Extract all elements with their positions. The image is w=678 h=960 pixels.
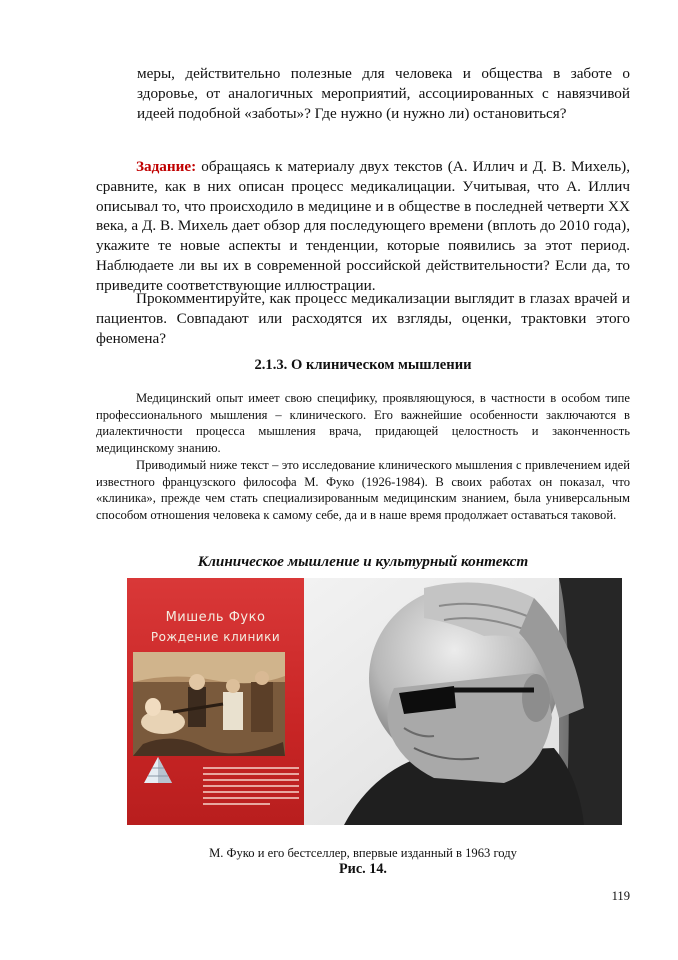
intro-text-2: Приводимый ниже текст – это исследование клинического мышления с привлечением идей известного французского философа М. Фуко (1926-1984). В своих работах он показал, что «клиника», прежде чем стать специализированным медицинским знанием, была универсальным способом отношения человека к самому себе, да и в наше время продолжает оставаться таковой. — [96, 458, 630, 522]
page-number: 119 — [611, 889, 630, 903]
pyramid-icon — [143, 756, 173, 784]
figure-foucault — [127, 578, 622, 825]
task-text: обращаясь к материалу двух текстов (А. Иллич и Д. В. Михель), сравните, как в них описан процесс медикалицации. Учитывая, что А. Иллич описывал то, что происходило в медицине и в обществе в последней четверти XX века, а Д. В. Михель дает обзор для последующего времени (вплоть до 2010 года), укажите те новые аспекты и тенденции, которые появились за этот период. Наблюдаете ли вы их в современной российской действительности? Если да, то приведите соответствующие иллюстрации. — [96, 158, 630, 294]
paragraph-top: меры, действительно полезные для человека и общества в заботе о здоровье, от аналогичных мероприятий, ассоциированных с навязчивой идеей подобной «заботы»? Где нужно (и нужно ли) остановиться? — [137, 65, 630, 122]
task-paragraph — [96, 157, 630, 296]
section-title: 2.1.3. О клиническом мышлении — [254, 357, 472, 373]
intro-paragraph-1 — [96, 390, 630, 456]
comment-text: Прокомментируйте, как процесс медикализации выглядит в глазах врачей и пациентов. Совпадают или расходятся их взгляды, оценки, трактовки этого феномена? — [96, 290, 630, 347]
figure-caption: М. Фуко и его бестселлер, впервые изданный в 1963 году — [209, 846, 517, 860]
book-cover-painting — [133, 652, 285, 756]
task-label: Задание: — [136, 158, 197, 175]
book-blurb — [203, 767, 299, 817]
book-title: Рождение клиники — [150, 630, 281, 644]
intro-text-1: Медицинский опыт имеет свою специфику, проявляющуюся, в частности в особом типе профессионального мышления – клинического. Его важнейшие особенности заключаются в диалектичности процесса мышления врача, придающей целостность и законченность медицинскому знанию. — [96, 391, 630, 455]
intro-paragraph-2 — [96, 457, 630, 523]
figure-label: Рис. 14. — [339, 861, 387, 877]
foucault-photo — [304, 578, 622, 825]
book-author: Мишель Фуко — [165, 610, 266, 625]
article-title: Клиническое мышление и культурный контекст — [197, 553, 529, 570]
comment-paragraph — [96, 289, 630, 348]
book-cover — [127, 578, 304, 825]
